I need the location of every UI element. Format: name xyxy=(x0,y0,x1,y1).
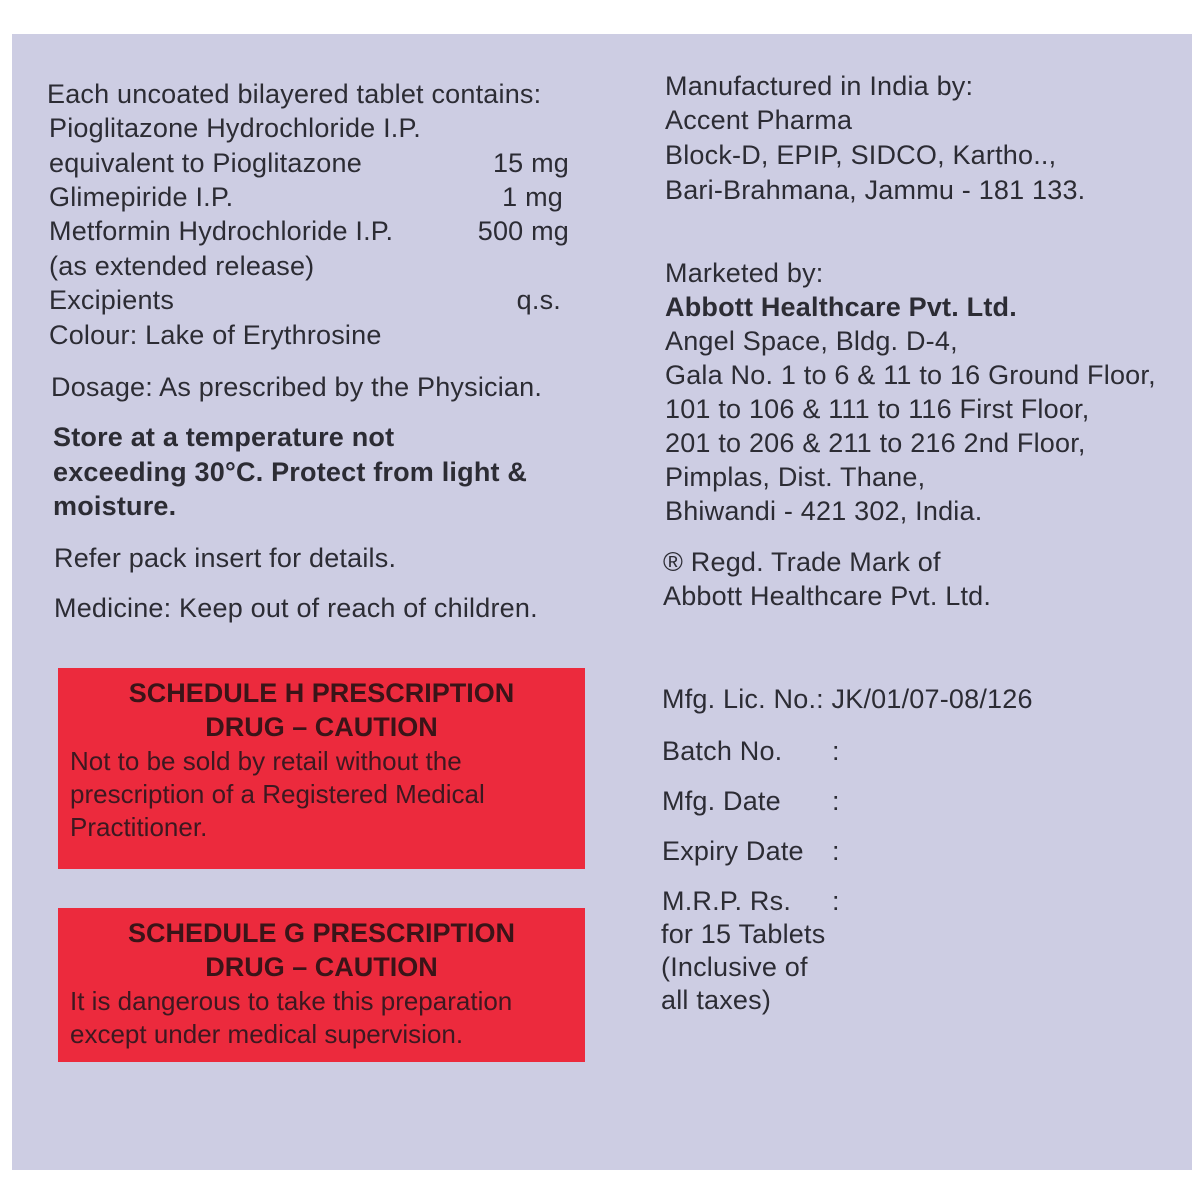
schedule-h-text: Practitioner. xyxy=(70,812,208,842)
storage-line: exceeding 30°C. Protect from light & xyxy=(53,457,528,487)
marketer-address-line: 101 to 106 & 111 to 116 First Floor, xyxy=(665,394,1090,424)
ingredient-amount: q.s. xyxy=(516,285,561,315)
manufacturer-line: Bari-Brahmana, Jammu - 181 133. xyxy=(665,175,1086,205)
composition-row xyxy=(49,249,569,283)
ingredient-label: (as extended release) xyxy=(49,251,315,281)
schedule-g-warning-box xyxy=(58,908,585,1062)
mrp-field xyxy=(662,884,862,918)
composition-row xyxy=(49,111,569,145)
ingredient-label: Excipients xyxy=(49,285,175,315)
composition-row xyxy=(49,283,569,317)
ingredient-label: Pioglitazone Hydrochloride I.P. xyxy=(49,113,421,143)
schedule-h-text: prescription of a Registered Medical xyxy=(70,779,485,809)
schedule-g-title: DRUG – CAUTION xyxy=(205,952,438,982)
marketer-address-line: Gala No. 1 to 6 & 11 to 16 Ground Floor, xyxy=(665,360,1156,390)
composition-heading: Each uncoated bilayered tablet contains: xyxy=(47,79,542,109)
marketer-address-line: Angel Space, Bldg. D-4, xyxy=(665,326,958,356)
field-colon: : xyxy=(832,836,840,866)
storage-line: Store at a temperature not xyxy=(53,422,395,452)
keep-away-text: Medicine: Keep out of reach of children. xyxy=(54,593,538,623)
field-label: Mfg. Date xyxy=(662,786,781,816)
marketer-name: Abbott Healthcare Pvt. Ltd. xyxy=(665,292,1017,322)
composition-row xyxy=(49,146,569,180)
composition-row xyxy=(49,214,569,248)
manufacturer-line: Block-D, EPIP, SIDCO, Kartho.., xyxy=(665,140,1057,170)
ingredient-amount: 500 mg xyxy=(477,216,569,246)
mfg-license-number: Mfg. Lic. No.: JK/01/07-08/126 xyxy=(662,684,1033,714)
field-colon: : xyxy=(832,786,840,816)
manufacturer-line: Accent Pharma xyxy=(665,105,853,135)
marketer-address-line: Bhiwandi - 421 302, India. xyxy=(665,496,983,526)
field-colon: : xyxy=(832,736,840,766)
ingredient-label: Metformin Hydrochloride I.P. xyxy=(49,216,394,246)
batch-number-field xyxy=(662,734,862,768)
storage-line: moisture. xyxy=(53,491,177,521)
ingredient-amount: 15 mg xyxy=(492,148,569,178)
composition-row xyxy=(49,318,569,352)
schedule-h-title: SCHEDULE H PRESCRIPTION xyxy=(128,678,515,708)
manufacturer-heading: Manufactured in India by: xyxy=(665,71,974,101)
trademark-line: ® Regd. Trade Mark of xyxy=(663,547,941,577)
schedule-h-title: DRUG – CAUTION xyxy=(205,712,438,742)
mrp-note-line: (Inclusive of xyxy=(661,952,808,982)
mrp-note-line: for 15 Tablets xyxy=(661,919,826,949)
composition-row xyxy=(49,180,569,214)
expiry-date-field xyxy=(662,834,862,868)
schedule-h-text: Not to be sold by retail without the xyxy=(70,746,462,776)
field-label: Batch No. xyxy=(662,736,783,766)
schedule-g-text: It is dangerous to take this preparation xyxy=(70,986,513,1016)
schedule-h-warning-box xyxy=(58,668,585,869)
ingredient-amount: 1 mg xyxy=(502,182,563,212)
field-label: Expiry Date xyxy=(662,836,804,866)
field-colon: : xyxy=(832,886,840,916)
marketer-address-line: 201 to 206 & 211 to 216 2nd Floor, xyxy=(665,428,1086,458)
mfg-date-field xyxy=(662,784,862,818)
schedule-g-text: except under medical supervision. xyxy=(70,1019,464,1049)
carton-panel xyxy=(12,34,1192,1170)
field-label: M.R.P. Rs. xyxy=(662,886,792,916)
dosage-text: Dosage: As prescribed by the Physician. xyxy=(51,372,543,402)
schedule-g-title: SCHEDULE G PRESCRIPTION xyxy=(127,918,516,948)
marketer-heading: Marketed by: xyxy=(665,258,824,288)
ingredient-label: Glimepiride I.P. xyxy=(49,182,234,212)
trademark-line: Abbott Healthcare Pvt. Ltd. xyxy=(663,581,992,611)
refer-insert-text: Refer pack insert for details. xyxy=(54,543,397,573)
ingredient-label: Colour: Lake of Erythrosine xyxy=(49,320,382,350)
mrp-note-line: all taxes) xyxy=(661,985,772,1015)
ingredient-label: equivalent to Pioglitazone xyxy=(49,148,362,178)
marketer-address-line: Pimplas, Dist. Thane, xyxy=(665,462,926,492)
